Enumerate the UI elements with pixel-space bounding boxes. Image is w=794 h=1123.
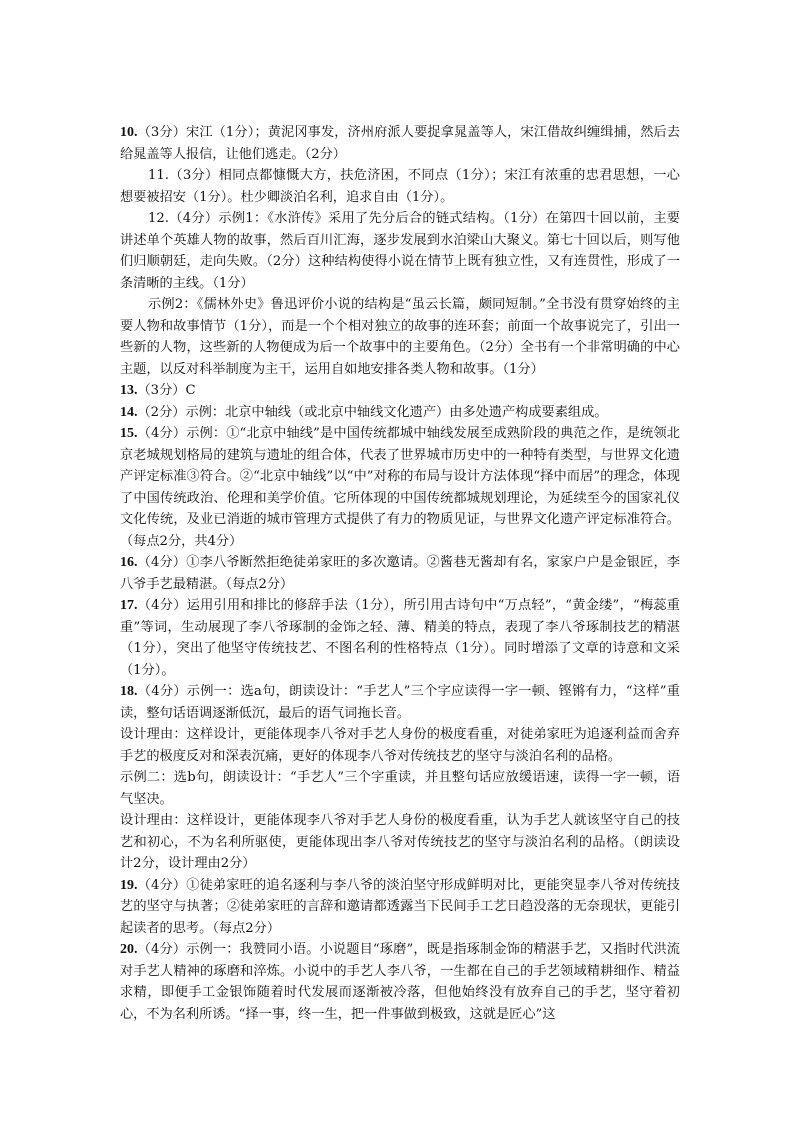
answer-text: （4分）示例：①“北京中轴线”是中国传统都城中轴线发展至成熟阶段的典范之作，是统领北京老城规划格局的建筑与遗址的组合体，代表了世界城市历史中的一种特有类型，与世界文化遗产评定标准③符合。②“北京中轴线”以“中”对称的布局与设计方法体现“择中而居”的理念，体现了中国传统政治、伦理和美学价值。它所体现的中国传统都城规划理论，为延续至今的国家礼仪文化传统，及业已消逝的城市管理方式提供了有力的物质见证，与世界文化遗产评定标准符合。（每点2分，共4分） bbox=[120, 426, 680, 549]
question-number: 11. bbox=[148, 168, 169, 183]
answer-19 bbox=[120, 875, 680, 940]
answer-12 bbox=[120, 208, 680, 294]
answer-text: （4分）示例一：我赞同小语。小说题目“琢磨”，既是指琢制金饰的精湛手艺，又指时代洪流对手艺人精神的琢磨和淬炼。小说中的手艺人李八爷，一生都在自己的手艺领域精耕细作、精益求精，即便手工金银饰随着时代发展而逐渐被冷落，但他始终没有放弃自己的手艺，坚守着初心，不为名利所诱。“择一事，终一生，把一件事做到极致，这就是匠心”这 bbox=[120, 942, 680, 1022]
answer-14 bbox=[120, 402, 680, 424]
answer-11 bbox=[120, 165, 680, 208]
answer-text: （3分）C bbox=[137, 383, 196, 398]
answer-18 bbox=[120, 681, 680, 724]
question-number: 15. bbox=[120, 426, 138, 441]
answer-10 bbox=[120, 122, 680, 165]
answer-20 bbox=[120, 939, 680, 1025]
question-number: 19. bbox=[120, 877, 138, 893]
answer-document bbox=[120, 122, 680, 1025]
answer-text: （4分）①李八爷断然拒绝徒弟家旺的多次邀请。②酱巷无酱却有名，家家户户是金银匠，李八爷手艺最精湛。（每点2分） bbox=[120, 555, 680, 592]
answer-text: （4分）①徒弟家旺的追名逐利与李八爷的淡泊坚守形成鲜明对比，更能突显李八爷对传统技艺的坚守与执著；②徒弟家旺的言辞和邀请都透露当下民间手工艺日趋没落的无奈现状，更能引起读者的思考。（每点2分） bbox=[120, 877, 680, 936]
answer-text: （2分）示例：北京中轴线（或北京中轴线文化遗产）由多处遗产构成要素组成。 bbox=[137, 404, 608, 420]
answer-text: 示例二：选b句，朗读设计：“手艺人”三个字重读，并且整句话应放缓语速，读得一字一顿，语气坚决。 bbox=[120, 770, 680, 807]
answer-text: （4分）示例一：选a句，朗读设计：“手艺人”三个字应读得一字一顿、铿锵有力，“这样”重读，整句话语调逐渐低沉，最后的语气词拖长音。 bbox=[120, 684, 680, 721]
question-number: 12. bbox=[148, 211, 169, 226]
answer-text: （3分）宋江（1分）；黄泥冈事发，济州府派人要捉拿晁盖等人，宋江借故纠缠缉捕，然后去给晁盖等人报信，让他们逃走。（2分） bbox=[120, 125, 680, 162]
question-number: 20. bbox=[120, 942, 138, 957]
question-number: 14. bbox=[120, 404, 138, 420]
answer-18-reason-2 bbox=[120, 810, 680, 875]
answer-13 bbox=[120, 380, 680, 402]
answer-text: 示例2：《儒林外史》鲁迅评价小说的结构是“虽云长篇，颇同短制。”全书没有贯穿始终的主要人物和故事情节（1分），而是一个个相对独立的故事的连环套；前面一个故事说完了，引出一些新的人物，这些新的人物便成为后一个故事中的主要角色。（2分）全书有一个非常明确的中心主题，以反对科举制度为主干，运用自如地安排各类人物和故事。（1分） bbox=[120, 297, 680, 377]
answer-text: （4分）示例1：《水浒传》采用了先分后合的链式结构。（1分）在第四十回以前，主要讲述单个英雄人物的故事，然后百川汇海，逐步发展到水泊梁山大聚义。第七十回以后，则写他们归顺朝廷，走向失败。（2分）这种结构使得小说在情节上既有独立性，又有连贯性，形成了一条清晰的主线。（1分） bbox=[120, 211, 680, 291]
answer-text: （3分）相同点都慷慨大方，扶危济困，不同点（1分）；宋江有浓重的忠君思想，一心想要被招安（1分）。杜少卿淡泊名利，追求自由（1分）。 bbox=[120, 168, 680, 205]
answer-12-example-2 bbox=[120, 294, 680, 380]
question-number: 13. bbox=[120, 383, 138, 398]
answer-18-example-2 bbox=[120, 767, 680, 810]
answer-text: 设计理由：这样设计，更能体现李八爷对手艺人身份的极度看重，认为手艺人就该坚守自己的技艺和初心，不为名利所驱使，更能体现出李八爷对传统技艺的坚守与淡泊名利的品格。（朗读设计2分，设计理由2分） bbox=[120, 813, 680, 871]
answer-text: 设计理由：这样设计，更能体现李八爷对手艺人身份的极度看重，对徒弟家旺为追逐利益而舍弃手艺的极度反对和深表沉痛，更好的体现李八爷对传统技艺的坚守与淡泊名利的品格。 bbox=[120, 727, 680, 764]
answer-18-reason-1 bbox=[120, 724, 680, 767]
question-number: 17. bbox=[120, 598, 138, 613]
answer-15 bbox=[120, 423, 680, 552]
question-number: 16. bbox=[120, 555, 138, 570]
answer-17 bbox=[120, 595, 680, 681]
answer-text: （4分）运用引用和排比的修辞手法（1分），所引用古诗句中“万点轻”，“黄金缕”，“梅蕊重重”等词，生动展现了李八爷琢制的金饰之轻、薄、精美的特点，表现了李八爷琢制技艺的精湛（1分），突出了他坚守传统技艺、不图名利的性格特点（1分）。同时增添了文章的诗意和文采（1分）。 bbox=[120, 598, 680, 678]
question-number: 10. bbox=[120, 125, 138, 140]
question-number: 18. bbox=[120, 684, 138, 699]
answer-16 bbox=[120, 552, 680, 595]
